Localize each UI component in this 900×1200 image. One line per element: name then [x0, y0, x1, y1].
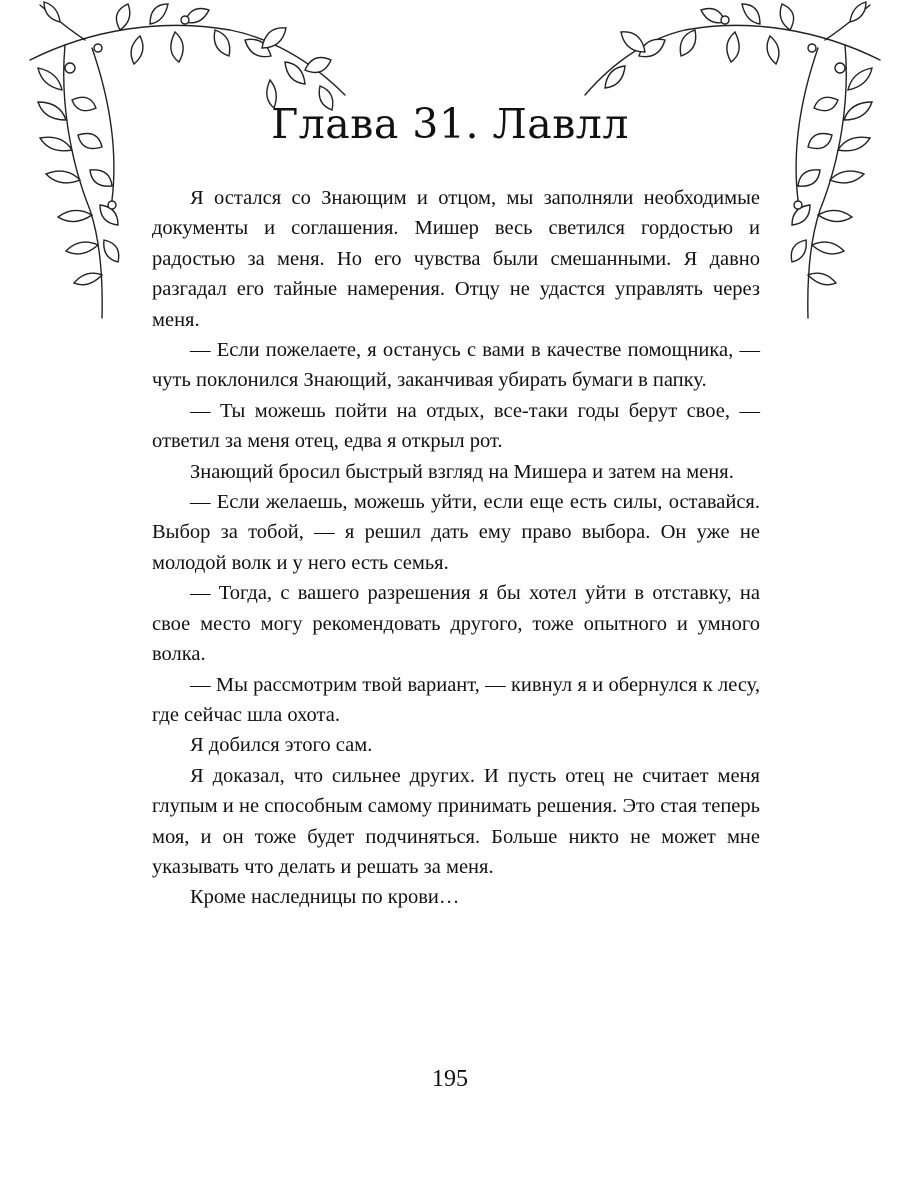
- paragraph: Я добился этого сам.: [190, 734, 373, 757]
- paragraph: — Если желаешь, можешь уйти, если еще есть силы, оставайся. Выбор за тобой, — я решил дать ему право выбора. Он уже не молодой волк и у него есть семья.: [152, 491, 760, 574]
- paragraph: Знающий бросил быстрый взгляд на Мишера и затем на меня.: [190, 460, 734, 483]
- paragraph: — Мы рассмотрим твой вариант, — кивнул я и обернулся к лесу, где сейчас шла охота.: [152, 673, 760, 726]
- paragraph: Я доказал, что сильнее других. И пусть отец не считает меня глупым и не способным самому принимать решения. Это стая теперь моя, и он тоже будет подчиняться. Больше никто не может мне указывать что делать и решать за меня.: [152, 764, 760, 878]
- paragraph: — Ты можешь пойти на отдых, все-таки годы берут свое, — ответил за меня отец, едва я открыл рот.: [152, 399, 760, 453]
- paragraph: Кроме наследницы по крови…: [190, 886, 460, 909]
- page-number: 195: [432, 1066, 468, 1092]
- chapter-title: Глава 31. Лавлл: [271, 100, 629, 148]
- paragraph: Я остался со Знающим и отцом, мы заполняли необходимые документы и соглашения. Мишер весь светился гордостью и радостью за меня. Но его чувства были смешанными. Я давно разгадал его тайные намерения. Отцу не удастся управлять через меня.: [152, 187, 760, 331]
- paragraph: — Тогда, с вашего разрешения я бы хотел уйти в отставку, на свое место могу рекомендовать другого, тоже опытного и умного волка.: [152, 582, 760, 666]
- paragraph: — Если пожелаете, я останусь с вами в качестве помощника, — чуть поклонился Знающий, заканчивая убирать бумаги в папку.: [152, 339, 760, 392]
- chapter-text: [152, 183, 760, 913]
